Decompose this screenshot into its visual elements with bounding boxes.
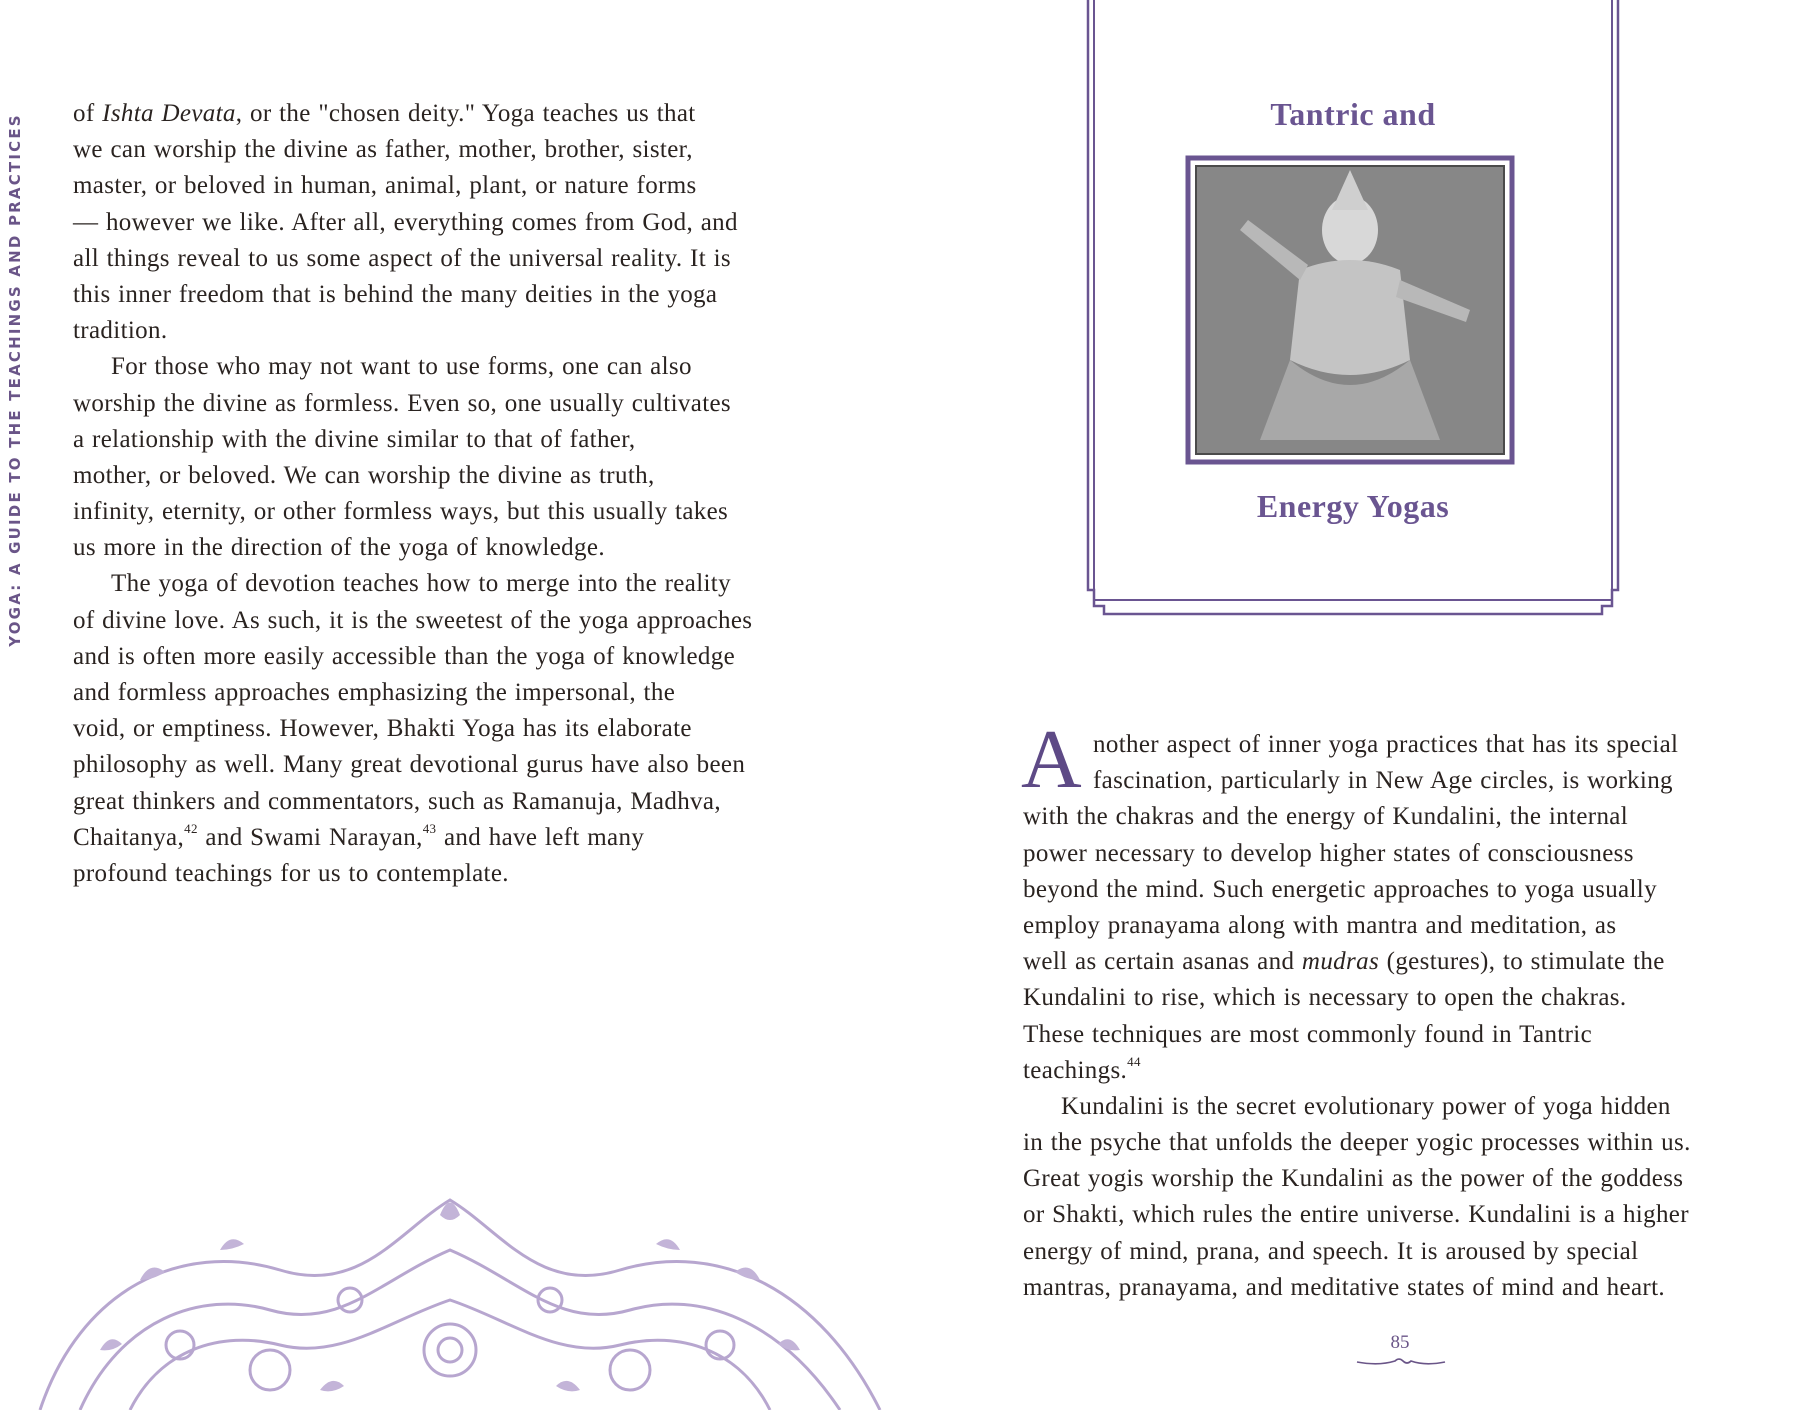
footnote-ref: 43	[422, 820, 437, 836]
left-page-body	[73, 96, 833, 892]
text-line: nother aspect of inner yoga practices that has its special	[1093, 731, 1679, 758]
text-line: For those who may not want to use forms, one can also	[111, 353, 692, 381]
right-page-body	[1023, 727, 1793, 1306]
text-line: profound teachings for us to contemplate.	[73, 859, 509, 887]
page-number: 85	[1390, 1332, 1410, 1353]
text-line: great thinkers and commentators, such as Ramanuja, Madhva,	[73, 787, 721, 815]
chapter-title-line-2: Energy Yogas	[1256, 488, 1450, 524]
text-line: and formless approaches emphasizing the impersonal, the	[73, 679, 676, 706]
running-header	[2, 100, 26, 660]
text-line: mantras, pranayama, and meditative states of mind and heart.	[1023, 1273, 1665, 1301]
text-line: Kundalini is the secret evolutionary power of yoga hidden	[1061, 1092, 1671, 1120]
text-line: energy of mind, prana, and speech. It is aroused by special	[1023, 1237, 1639, 1265]
text-line: infinity, eternity, or other formless ways, but this usually takes	[73, 498, 729, 526]
text-line: — however we like. After all, everything comes from God, and	[73, 208, 738, 236]
footnote-ref: 42	[184, 820, 198, 836]
text-line: master, or beloved in human, animal, plant, or nature forms	[73, 172, 697, 200]
deity-sculpture-image	[1180, 150, 1520, 470]
page-number-swash-icon	[1355, 1356, 1447, 1368]
drop-cap: A	[1021, 713, 1082, 806]
footnote-ref: 44	[1127, 1053, 1141, 1069]
text-line: teachings.$^{44}$	[1023, 1053, 1141, 1084]
chapter-title-line-1: Tantric and	[1270, 96, 1436, 132]
text-line: philosophy as well. Many great devotional gurus have also been	[73, 751, 746, 779]
text-line: Chaitanya,$^{42}$ and Swami Narayan,$^{43}$ and have left many	[73, 820, 645, 851]
text-line: with the chakras and the energy of Kundalini, the internal	[1023, 803, 1629, 831]
text-line: all things reveal to us some aspect of the universal reality. It is	[73, 244, 731, 272]
floral-ornament-icon	[20, 1120, 900, 1410]
text-line: beyond the mind. Such energetic approaches to yoga usually	[1023, 875, 1657, 903]
text-line: tradition.	[73, 317, 168, 345]
text-line: employ pranayama along with mantra and meditation, as	[1023, 911, 1617, 939]
text-line: These techniques are most commonly found in Tantric	[1023, 1020, 1593, 1048]
text-line: in the psyche that unfolds the deeper yogic processes within us.	[1023, 1129, 1691, 1157]
text-line: void, or emptiness. However, Bhakti Yoga has its elaborate	[73, 715, 692, 743]
text-line: us more in the direction of the yoga of knowledge.	[73, 534, 605, 562]
text-line: Great yogis worship the Kundalini as the power of the goddess	[1023, 1165, 1684, 1193]
text-line: and is often more easily accessible than the yoga of knowledge	[73, 642, 736, 670]
text-line: worship the divine as formless. Even so, one usually cultivates	[73, 389, 732, 417]
text-line: Kundalini to rise, which is necessary to open the chakras.	[1023, 984, 1627, 1012]
text-line: or Shakti, which rules the entire universe. Kundalini is a higher	[1023, 1201, 1689, 1229]
text-line: a relationship with the divine similar to that of father,	[73, 425, 636, 453]
text-line: mother, or beloved. We can worship the divine as truth,	[73, 461, 655, 489]
text-line: well as certain asanas and mudras (gestures), to stimulate the	[1023, 948, 1665, 976]
text-line: The yoga of devotion teaches how to merge into the reality	[111, 570, 731, 598]
text-line: fascination, particularly in New Age circles, is working	[1093, 767, 1673, 795]
text-line: of Ishta Devata, or the "chosen deity." Yoga teaches us that	[73, 100, 696, 127]
text-line: of divine love. As such, it is the sweetest of the yoga approaches	[73, 606, 753, 634]
text-line: this inner freedom that is behind the many deities in the yoga	[73, 280, 718, 308]
text-line: power necessary to develop higher states of consciousness	[1023, 839, 1634, 867]
text-line: we can worship the divine as father, mother, brother, sister,	[73, 136, 693, 164]
running-header-text: YOGA: A GUIDE TO THE TEACHINGS AND PRACTICES	[6, 113, 24, 647]
